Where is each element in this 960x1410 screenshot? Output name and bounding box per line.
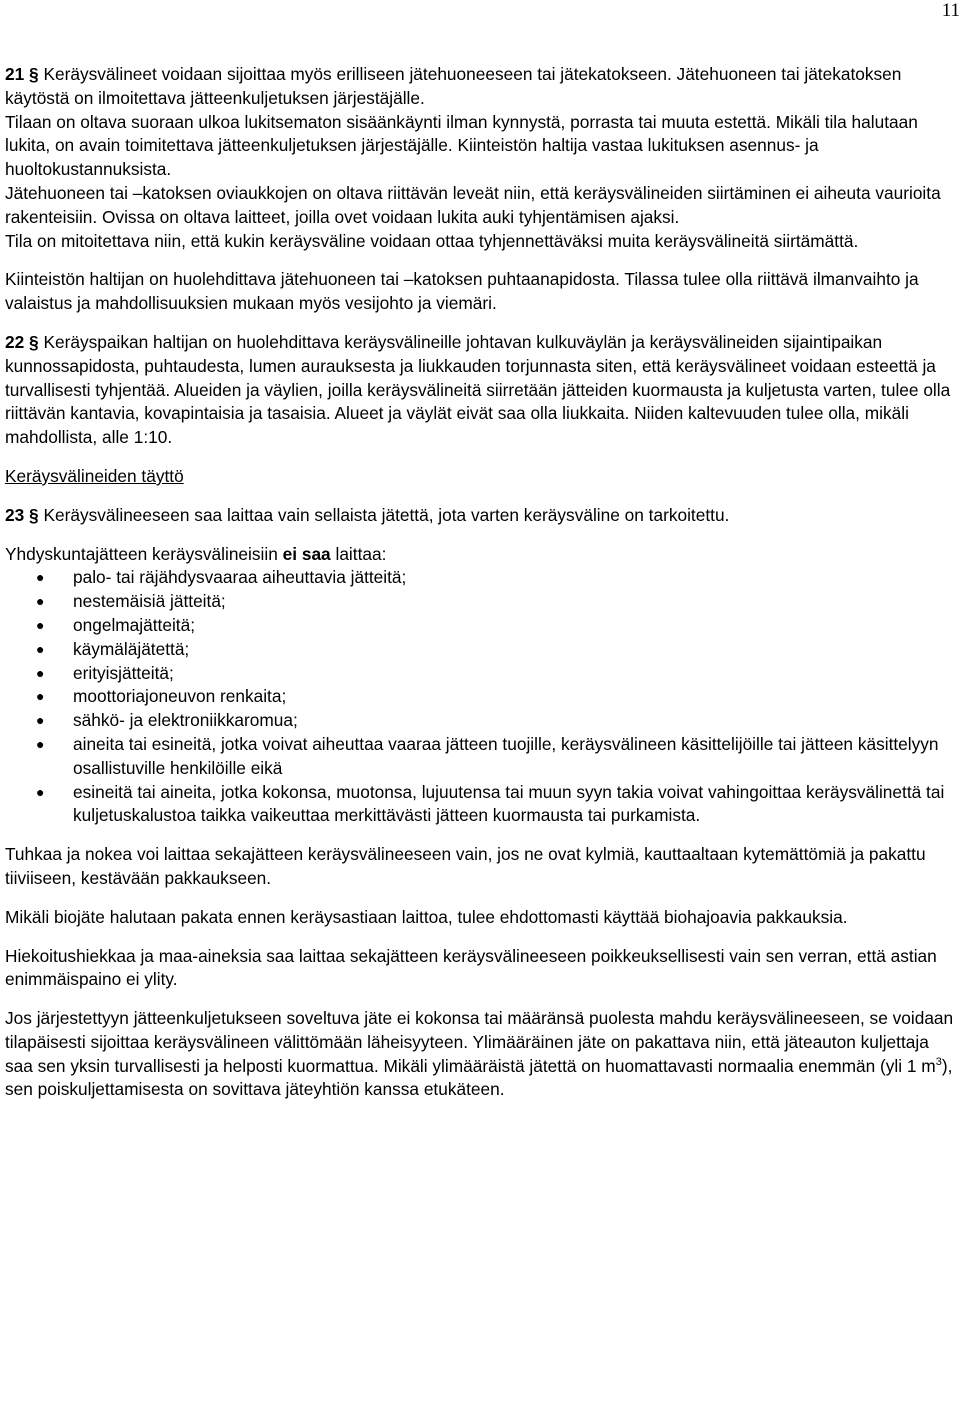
biowaste-paragraph: Mikäli biojäte halutaan pakata ennen keräysastiaan laittoa, tulee ehdottomasti käyttää biohajoavia pakkauksia.: [5, 906, 848, 927]
bullet-icon: ●: [36, 712, 45, 729]
sand-paragraph: Hiekoitushiekkaa ja maa-aineksia saa laittaa sekajätteen keräysvälineeseen poikkeuksellisesti vain sen verran, että astian enimmäispaino ei ylity.: [5, 945, 937, 990]
section-number: 22: [5, 331, 25, 352]
section-21-cleaning-paragraph: Kiinteistön haltijan on huolehdittava jätehuoneen tai –katoksen puhtaanapidosta. Tilassa tulee olla riittävä ilmanvaihto ja valaistus ja mahdollisuuksien mukaan myös vesijohto ja viemäri.: [5, 269, 919, 314]
section-22-text: Keräyspaikan haltijan on huolehdittava keräysvälineille johtavan kulkuväylän ja keräysvälineiden sijaintipaikan kunnossapidosta, puhtaudesta, lumen aurauksesta ja liukkauden torjunnasta siten, että keräysvälineet voidaan esteettä ja turvallisesti tyhjentää. Alueiden ja väylien, joilla keräysvälineitä siirretään jätteiden kuormausta ja kuljetusta varten, tulee olla riittävän kantavia, kovapintaisia ja tasaisia. Alueet ja väylät eivät saa olla liukkaita. Niiden kaltevuuden tulee olla, mikäli mahdollista, alle 1:10.: [5, 331, 951, 448]
list-item: ● esineitä tai aineita, jotka kokonsa, muotonsa, lujuutensa tai muun syyn takia voivat vahingoittaa keräysvälinettä tai kuljetuskalustoa taikka vaikeuttaa merkittävästi jätteen kuormausta tai purkamista.: [36, 781, 945, 826]
list-intro: Yhdyskuntajätteen keräysvälineisiin ei saa laittaa:: [5, 543, 387, 564]
bullet-icon: ●: [36, 569, 45, 586]
bullet-icon: ●: [36, 593, 45, 610]
section-21-paragraph: [5, 63, 955, 111]
list-item: ● aineita tai esineitä, jotka voivat aiheuttaa vaaraa jätteen tuojille, keräysvälineen käsittelijöille tai jätteen käsittelyyn osallistuville henkilöille eikä: [36, 733, 939, 778]
section-heading: Keräysvälineiden täyttö: [5, 465, 184, 486]
section-21-access-paragraph: Tilaan on oltava suoraan ulkoa lukitsematon sisäänkäynti ilman kynnystä, porrasta tai muuta estettä. Mikäli tila halutaan lukita, on avain toimitettava jätteenkuljetuksen järjestäjälle. Kiinteistön haltija vastaa lukituksen asennus- ja huoltokustannuksista.: [5, 111, 918, 180]
bullet-icon: ●: [36, 616, 45, 633]
page-number: 11: [941, 0, 960, 21]
list-item: ● ongelmajätteitä;: [5, 614, 955, 638]
list-item: ● palo- tai räjähdysvaaraa aiheuttavia jätteitä;: [5, 566, 955, 590]
section-sign: §: [29, 504, 39, 525]
ash-paragraph: Tuhkaa ja nokea voi laittaa sekajätteen keräysvälineeseen vain, jos ne ovat kylmiä, kauttaaltaan kytemättömiä ja pakattu tiiviiseen, kestävään pakkaukseen.: [5, 844, 926, 888]
superscript: 3: [935, 1055, 942, 1068]
bullet-icon: ●: [36, 735, 45, 752]
bullet-icon: ●: [36, 783, 45, 800]
section-number: 23: [5, 504, 25, 525]
section-sign: §: [29, 64, 39, 84]
list-item: ● sähkö- ja elektroniikkaromua;: [5, 709, 955, 733]
list-item: ● nestemäisiä jätteitä;: [5, 590, 955, 614]
prohibited-items-list: [5, 566, 955, 828]
section-21-dimension-paragraph: Tila on mitoitettava niin, että kukin keräysväline voidaan ottaa tyhjennettäväksi muita keräysvälineitä siirtämättä.: [5, 230, 859, 251]
section-21-door-paragraph: Jätehuoneen tai –katoksen oviaukkojen on oltava riittävän leveät niin, että keräysvälineiden siirtäminen ei aiheuta vaurioita rakenteisiin. Ovissa on oltava laitteet, joilla ovet voidaan lukita auki tyhjentämisen ajaksi.: [5, 182, 941, 227]
section-23-text: Keräysvälineeseen saa laittaa vain sellaista jätettä, jota varten keräysväline on tarkoitettu.: [43, 504, 730, 525]
bullet-icon: ●: [36, 640, 45, 657]
list-item: ● moottoriajoneuvon renkaita;: [5, 685, 955, 709]
section-21-text: Keräysvälineet voidaan sijoittaa myös erilliseen jätehuoneeseen tai jätekatokseen. Jätehuoneen tai jätekatoksen käytöstä on ilmoitettava jätteenkuljetuksen järjestäjälle.: [5, 64, 902, 108]
bullet-icon: ●: [36, 664, 45, 681]
section-22-paragraph: [5, 331, 955, 450]
document-body: [5, 63, 955, 1102]
section-23-paragraph: [5, 504, 955, 528]
bulk-waste-paragraph: Jos järjestettyyn jätteenkuljetukseen soveltuva jäte ei kokonsa tai määränsä puolesta mahdu keräysvälineeseen, se voidaan tilapäisesti sijoittaa keräysvälineen välittömään läheisyyteen. Ylimääräinen jäte on pakattava niin, että jäteauton kuljettaja saa sen yksin turvallisesti ja helposti kuormattua. Mikäli ylimääräistä jätettä on huomattavasti normaalia enemmän (yli 1 $m^3$), sen poiskuljettamisesta on sovittava jäteyhtiön kanssa etukäteen.: [5, 1008, 954, 1100]
section-number: 21: [5, 64, 25, 84]
emphasis-text: ei saa: [282, 543, 331, 564]
list-item: ● käymäläjätettä;: [5, 638, 955, 662]
list-item: ● erityisjätteitä;: [5, 662, 955, 686]
bullet-icon: ●: [36, 688, 45, 705]
section-sign: §: [29, 331, 39, 352]
